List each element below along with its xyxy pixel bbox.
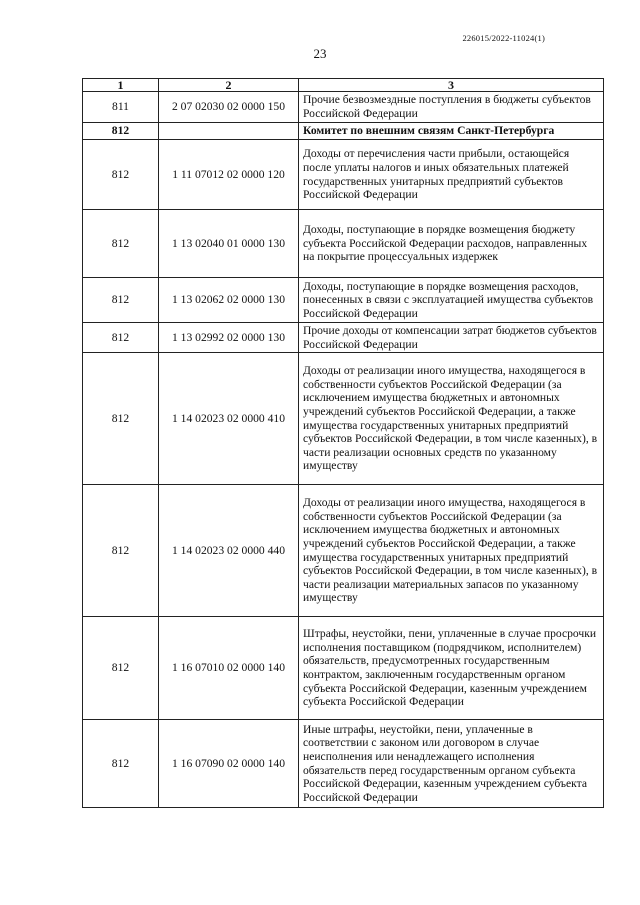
column-header: 2 — [159, 79, 299, 92]
table-row — [83, 485, 604, 617]
revenue-code-cell: 1 13 02992 02 0000 130 — [159, 323, 299, 353]
description-cell: Доходы, поступающие в порядке возмещения расходов, понесенных в связи с эксплуатацией имущества субъектов Российской Федерации — [299, 278, 604, 323]
description-cell: Прочие безвозмездные поступления в бюджеты субъектов Российской Федерации — [299, 92, 604, 123]
column-header: 1 — [83, 79, 159, 92]
description-cell: Доходы от реализации иного имущества, находящегося в собственности субъектов Российской Федерации (за исключением имущества бюджетных и автономных учреждений субъектов Российской Федерации, а также имущества государственных унитарных предприятий субъектов Российской Федерации, в том числе казенных), в части реализации основных средств по указанному имуществу — [299, 353, 604, 485]
admin-code-cell: 812 — [83, 617, 159, 720]
admin-code-cell: 812 — [83, 323, 159, 353]
table-header-row — [83, 79, 604, 92]
admin-code-cell: 812 — [83, 485, 159, 617]
admin-code-cell: 812 — [83, 123, 159, 140]
description-cell: Иные штрафы, неустойки, пени, уплаченные в соответствии с законом или договором в случае неисполнения или ненадлежащего исполнения обязательств перед государственным органом субъекта Российской Федерации, казенным учреждением субъекта Российской Федерации — [299, 720, 604, 808]
admin-code-cell: 811 — [83, 92, 159, 123]
revenue-code-cell: 1 16 07010 02 0000 140 — [159, 617, 299, 720]
document-id: 226015/2022-11024(1) — [462, 33, 545, 43]
admin-code-cell: 812 — [83, 353, 159, 485]
description-cell: Доходы, поступающие в порядке возмещения бюджету субъекта Российской Федерации расходов, направленных на покрытие процессуальных издержек — [299, 210, 604, 278]
column-header: 3 — [299, 79, 604, 92]
page-number: 23 — [313, 46, 327, 61]
table-row — [83, 323, 604, 353]
table-row — [83, 92, 604, 123]
description-cell: Штрафы, неустойки, пени, уплаченные в случае просрочки исполнения поставщиком (подрядчиком, исполнителем) обязательств, предусмотренных государственным контрактом, заключенным государственным органом субъекта Российской Федерации, казенным учреждением субъекта Российской Федерации — [299, 617, 604, 720]
admin-code-cell: 812 — [83, 720, 159, 808]
table-row — [83, 353, 604, 485]
revenue-code-cell: 1 13 02062 02 0000 130 — [159, 278, 299, 323]
description-cell: Доходы от реализации иного имущества, находящегося в собственности субъектов Российской Федерации (за исключением имущества бюджетных и автономных учреждений субъектов Российской Федерации, а также имущества государственных унитарных предприятий субъектов Российской Федерации, в том числе казенных), в части реализации материальных запасов по указанному имуществу — [299, 485, 604, 617]
admin-code-cell: 812 — [83, 140, 159, 210]
table-row — [83, 278, 604, 323]
description-cell: Прочие доходы от компенсации затрат бюджетов субъектов Российской Федерации — [299, 323, 604, 353]
description-cell: Комитет по внешним связям Санкт-Петербурга — [299, 123, 604, 140]
revenue-code-cell: 1 16 07090 02 0000 140 — [159, 720, 299, 808]
table-row — [83, 210, 604, 278]
admin-code-cell: 812 — [83, 278, 159, 323]
admin-code-cell: 812 — [83, 210, 159, 278]
revenue-code-cell — [159, 123, 299, 140]
revenue-code-cell: 1 13 02040 01 0000 130 — [159, 210, 299, 278]
table-row — [83, 720, 604, 808]
revenue-code-cell: 1 11 07012 02 0000 120 — [159, 140, 299, 210]
revenue-codes-table — [82, 78, 604, 808]
revenue-code-cell: 1 14 02023 02 0000 440 — [159, 485, 299, 617]
description-cell: Доходы от перечисления части прибыли, остающейся после уплаты налогов и иных обязательных платежей государственных унитарных предприятий субъектов Российской Федерации — [299, 140, 604, 210]
table-row — [83, 617, 604, 720]
table-row — [83, 140, 604, 210]
revenue-code-cell: 1 14 02023 02 0000 410 — [159, 353, 299, 485]
revenue-code-cell: 2 07 02030 02 0000 150 — [159, 92, 299, 123]
table-row-section-header — [83, 123, 604, 140]
